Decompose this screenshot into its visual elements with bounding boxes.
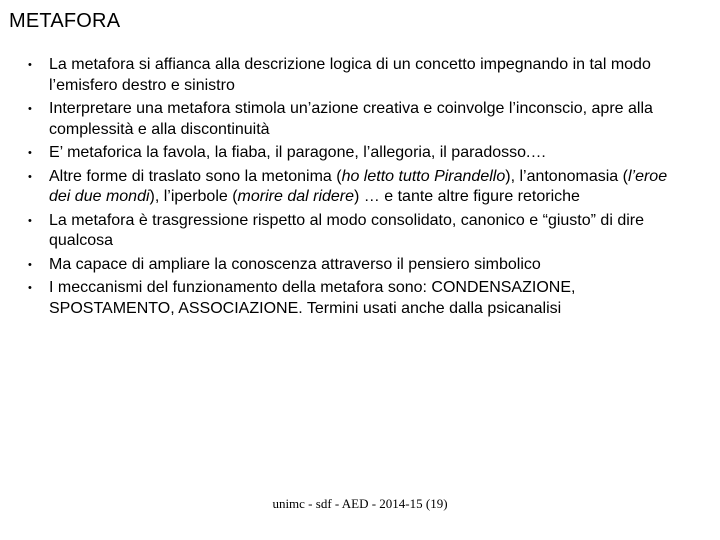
- bullet-text: [49, 100, 653, 138]
- bullet-item: [0, 99, 669, 140]
- bullet-text-segment: ) … e tante altre figure retoriche: [354, 188, 580, 205]
- bullet-text: [49, 256, 541, 273]
- bullet-text: [49, 279, 575, 317]
- bullet-text-segment: La metafora si affianca alla descrizione logica di un concetto impegnando in tal modo l’emisfero destro e sinistro: [49, 56, 651, 94]
- bullet-text-italic: l’eroe dei due mondi: [49, 167, 668, 205]
- bullet-text-segment: ), l’antonomasia (: [505, 167, 628, 185]
- bullet-marker: •: [28, 170, 32, 183]
- bullet-item: [0, 143, 669, 164]
- bullet-text-italic: morire dal ridere: [237, 188, 355, 205]
- bullet-text-segment: Ma capace di ampliare la conoscenza attraverso il pensiero simbolico: [49, 255, 541, 273]
- bullet-text: [49, 56, 651, 94]
- bullet-text-segment: E’ metaforica la favola, la fiaba, il paragone, l’allegoria, il paradosso.…: [49, 144, 547, 161]
- bullet-text-segment: Interpretare una metafora stimola un’azione creativa e coinvolge l’inconscio, apre alla complessità e alla discontinuità: [49, 100, 653, 138]
- bullet-item: [0, 211, 669, 252]
- bullet-marker: •: [28, 103, 32, 115]
- bullet-text-segment: I meccanismi del funzionamento della metafora sono: CONDENSAZIONE, SPOSTAMENTO, ASSOCIAZIONE. Termini usati anche dalla psicanalisi: [49, 279, 576, 317]
- slide-title: METAFORA: [9, 10, 121, 32]
- bullet-text: [49, 144, 546, 161]
- bullet-text: [49, 212, 644, 250]
- bullet-marker: •: [28, 258, 32, 271]
- bullet-text-segment: La metafora è trasgressione rispetto al modo consolidato, canonico e “giusto” di dire qualcosa: [49, 211, 644, 249]
- bullet-marker: •: [28, 147, 32, 159]
- bullet-item: [0, 278, 669, 319]
- bullet-text-segment: Altre forme di traslato sono la metonima (: [49, 167, 342, 185]
- bullet-marker: •: [28, 282, 32, 294]
- bullet-text: [49, 168, 667, 206]
- bullet-item: [0, 255, 669, 276]
- bullet-marker: •: [28, 59, 32, 71]
- bullet-text-segment: ), l’iperbole (: [149, 188, 238, 205]
- bullet-item: [0, 55, 669, 96]
- bullet-item: [0, 167, 669, 208]
- bullet-text-italic: ho letto tutto Pirandello: [341, 167, 506, 185]
- bullet-marker: •: [28, 214, 32, 227]
- bullet-list: [0, 55, 720, 322]
- slide-footer: unimc - sdf - AED - 2014-15 (19): [272, 496, 448, 511]
